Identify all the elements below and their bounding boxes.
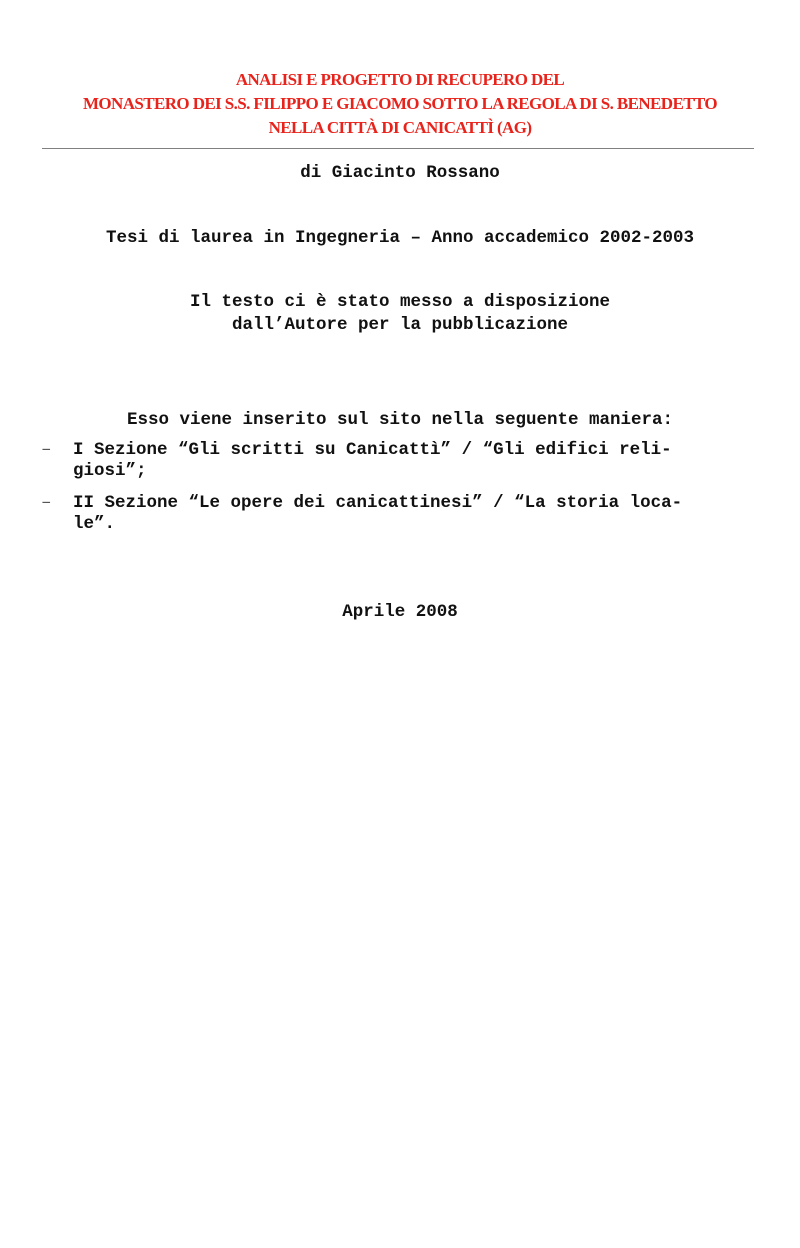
list-item-line: II Sezione “Le opere dei canicattinesi” / “La storia loca- — [73, 493, 683, 513]
list-item-line: I Sezione “Gli scritti su Canicattì” / “Gli edifici reli- — [73, 440, 672, 460]
note-line: Il testo ci è stato messo a disposizione — [189, 292, 611, 312]
list-item — [40, 440, 760, 482]
title-line: MONASTERO DEI S.S. FILIPPO E GIACOMO SOTTO LA REGOLA DI S. BENEDETTO — [82, 94, 717, 113]
bullet-dash: – — [41, 440, 52, 460]
list-item — [40, 493, 760, 535]
section-list — [40, 440, 760, 546]
thesis-line: Tesi di laurea in Ingegneria – Anno accademico 2002-2003 — [105, 228, 695, 248]
publication-note — [40, 291, 760, 337]
title-line: ANALISI E PROGETTO DI RECUPERO DEL — [235, 70, 565, 89]
horizontal-rule — [42, 148, 754, 149]
author-line: di Giacinto Rossano — [300, 163, 500, 183]
list-item-line: giosi”; — [73, 461, 147, 481]
title-line: NELLA CITTÀ DI CANICATTÌ (AG) — [268, 118, 532, 137]
intro-line: Esso viene inserito sul sito nella seguente maniera: — [126, 410, 674, 430]
date-line: Aprile 2008 — [342, 602, 458, 622]
note-line: dall’Autore per la pubblicazione — [231, 315, 569, 335]
bullet-dash: – — [41, 493, 52, 513]
document-title — [40, 68, 760, 140]
list-item-line: le”. — [73, 514, 116, 534]
